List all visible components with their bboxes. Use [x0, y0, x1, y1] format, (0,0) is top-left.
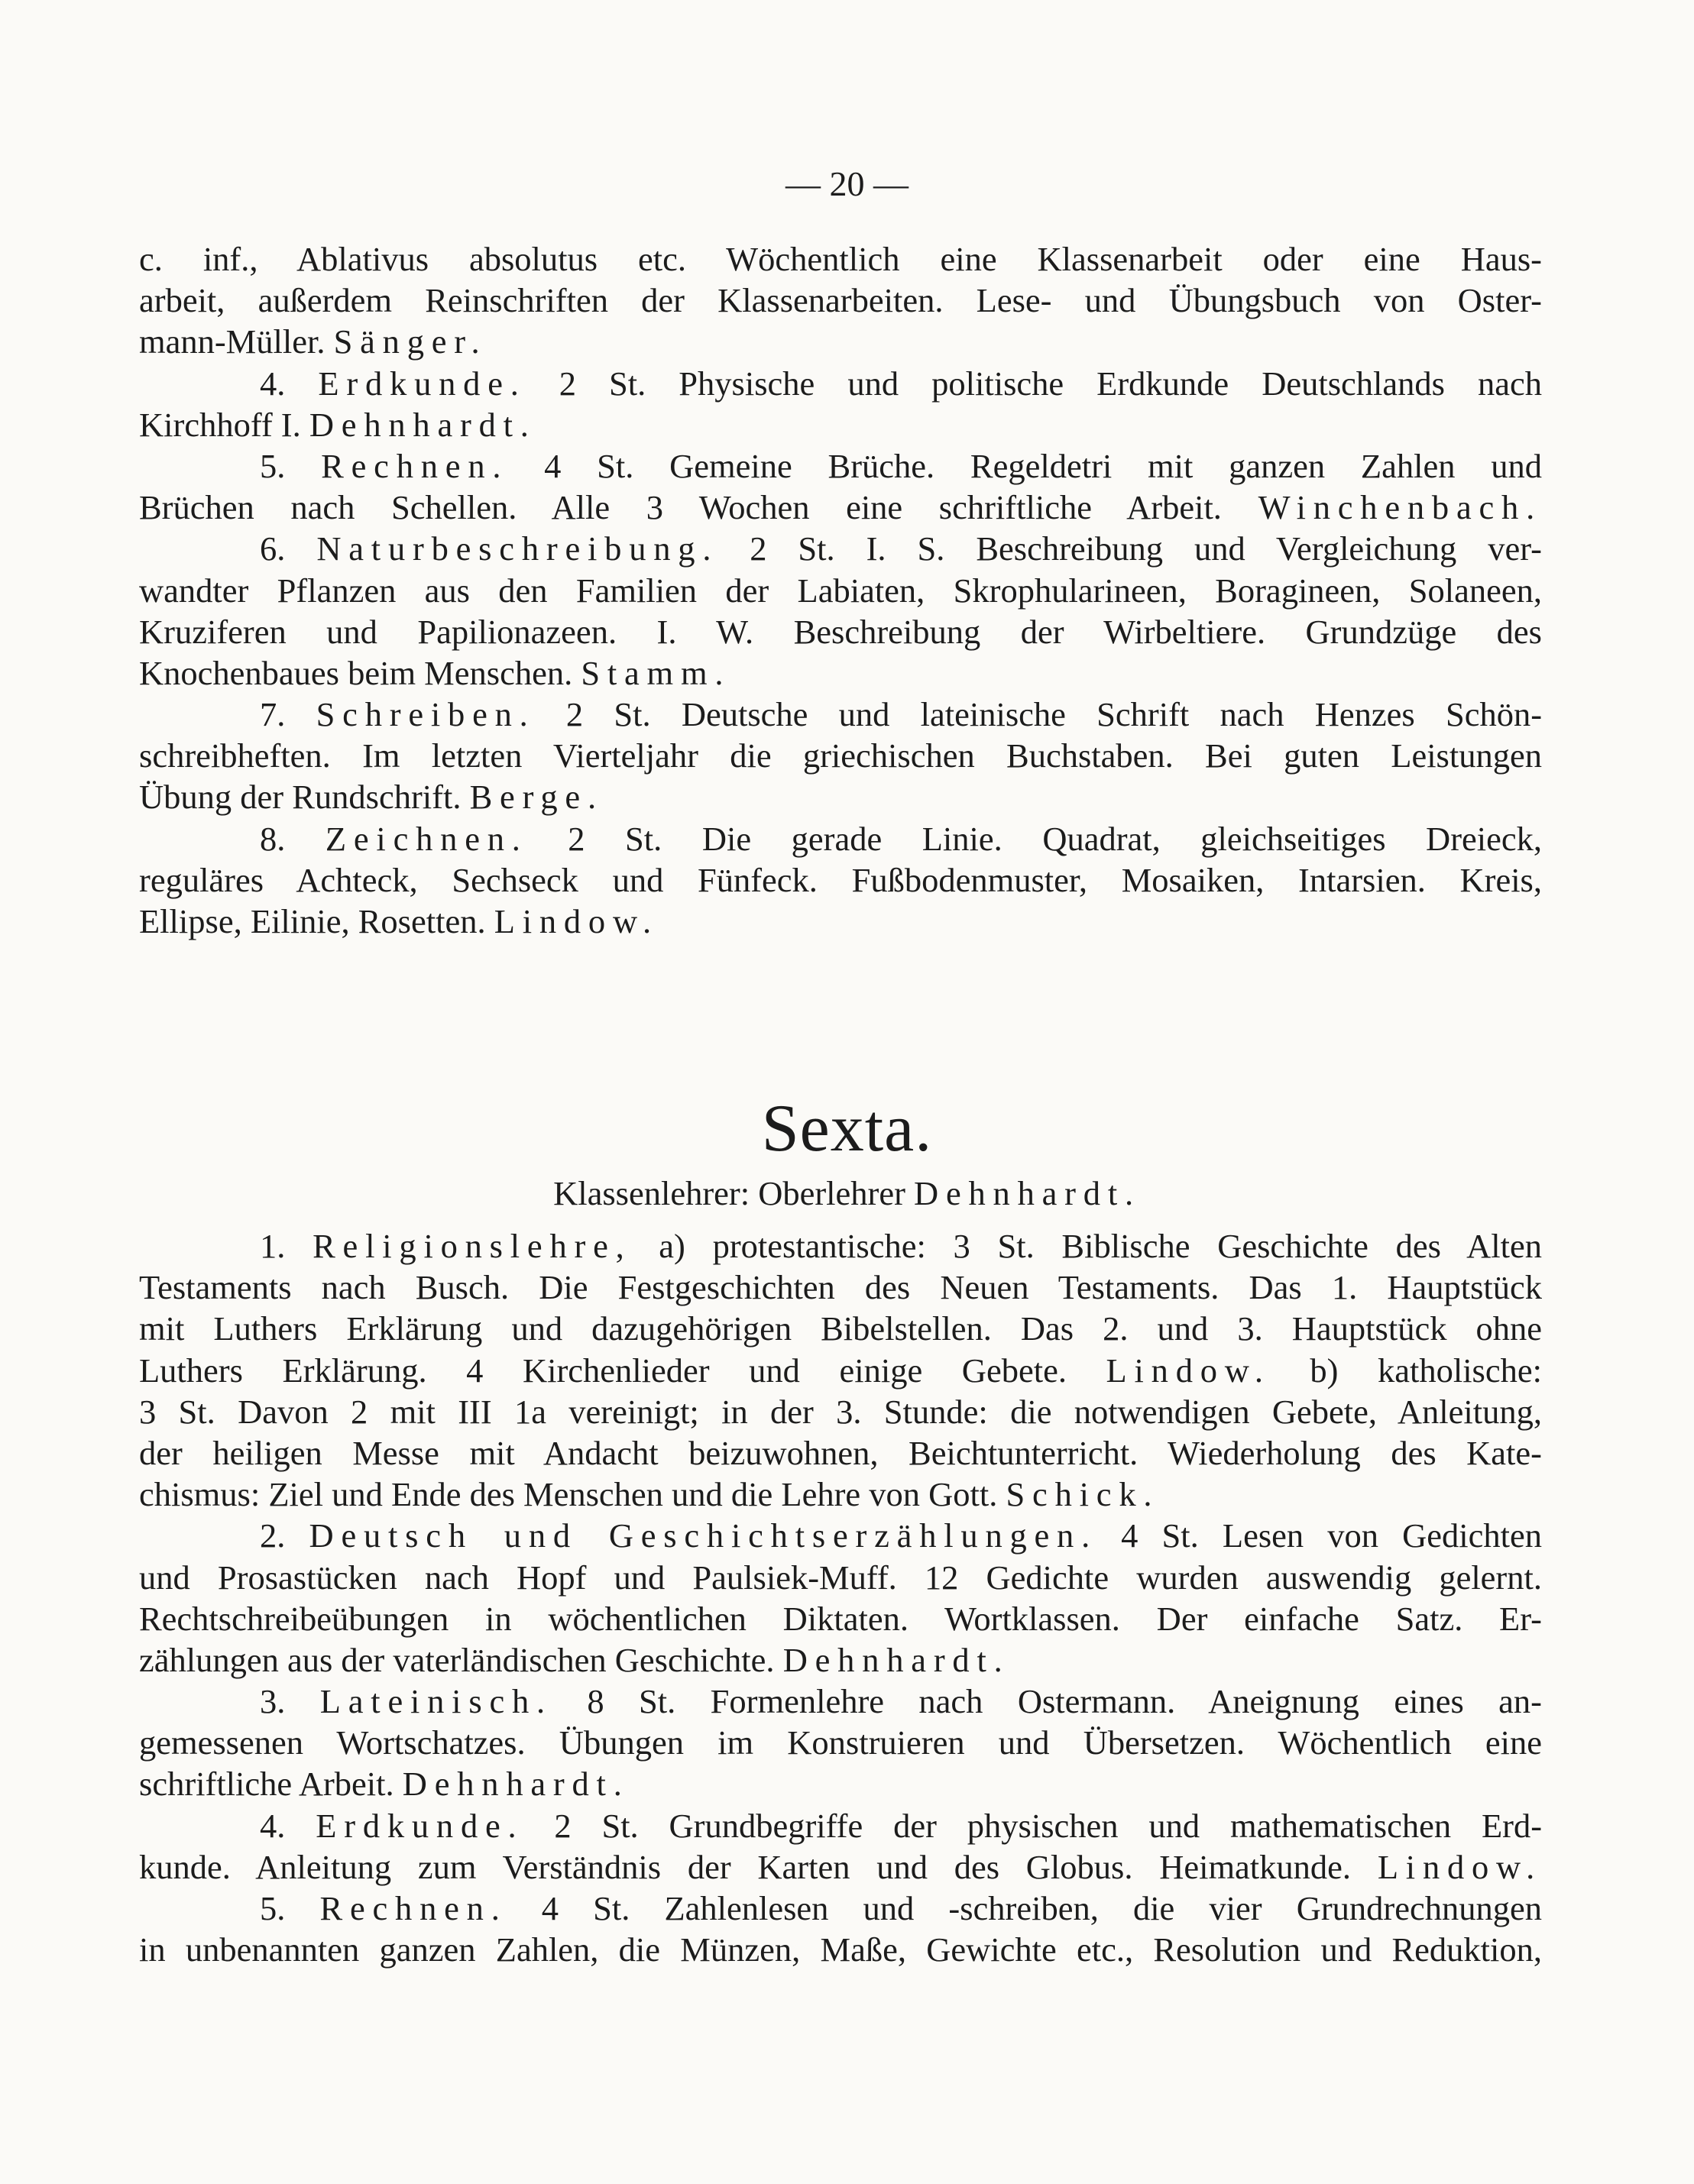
subject-name: Lateinisch.: [319, 1682, 552, 1721]
subject-text: a) protestantische: 3 St. Biblische Geschichte des Alten: [659, 1227, 1543, 1265]
teacher-name: Dehnhardt.: [309, 405, 536, 444]
text-line: arbeit, außerdem Reinschriften der Klassenarbeiten. Lese- und Übungsbuch von Oster-: [139, 281, 1542, 320]
text-line: [139, 652, 1542, 694]
subject-text: 2 St. Deutsche und lateinische Schrift nach Henzes Schön-: [565, 695, 1543, 734]
item-number: 4.: [260, 364, 286, 403]
subject-name: Religionslehre,: [313, 1227, 632, 1265]
subject-heading-deutsch: [139, 1515, 1542, 1556]
text-line: Kruziferen und Papilionazeen. I. W. Beschreibung der Wirbeltiere. Grundzüge des: [139, 612, 1542, 651]
line-text: zählungen aus der vaterländischen Geschichte.: [139, 1640, 775, 1679]
item-number: 5.: [260, 1889, 286, 1927]
subject-heading-religionslehre: [139, 1225, 1542, 1267]
line-text: Klassenlehrer: Oberlehrer: [553, 1174, 905, 1212]
item-number: 4.: [260, 1806, 286, 1845]
text-line: 3 St. Davon 2 mit III 1a vereinigt; in der 3. Stunde: die notwendigen Gebete, Anleitung,: [139, 1392, 1542, 1431]
subject-heading-zeichnen: [139, 818, 1542, 859]
teacher-name: Berge.: [469, 778, 604, 817]
text-line: [139, 1639, 1542, 1681]
subject-heading-rechnen: [139, 1888, 1542, 1929]
item-number: 1.: [260, 1227, 286, 1265]
item-number: 5.: [260, 446, 286, 485]
line-text: Ellipse, Eilinie, Rosetten.: [139, 902, 486, 940]
line-text: kunde. Anleitung zum Verständnis der Karten und des Globus. Heimatkunde.: [139, 1847, 1352, 1886]
text-line: [139, 901, 1542, 942]
text-line: [139, 487, 1542, 528]
line-text: b) katholische:: [1310, 1351, 1542, 1390]
text-line: Rechtschreibeübungen in wöchentlichen Diktaten. Wortklassen. Der einfache Satz. Er-: [139, 1599, 1542, 1638]
text-line: [139, 1474, 1542, 1515]
subject-text: 4 St. Gemeine Brüche. Regeldetri mit ganzen Zahlen und: [544, 446, 1543, 485]
lower-text-block: [139, 1225, 1542, 1970]
subject-heading-rechnen: [139, 445, 1542, 487]
text-line: Testaments nach Busch. Die Festgeschichten des Neuen Testaments. Das 1. Hauptstück: [139, 1268, 1542, 1307]
page-number: — 20 —: [785, 164, 909, 203]
class-teacher-line: [0, 1173, 1694, 1214]
line-text: Kirchhoff I.: [139, 405, 301, 444]
text-line: wandter Pflanzen aus den Familien der Labiaten, Skrophularineen, Boragineen, Solaneen,: [139, 571, 1542, 610]
line-text: Übung der Rundschrift.: [139, 778, 462, 817]
upper-text-block: [139, 238, 1542, 942]
text-line: und Prosastücken nach Hopf und Paulsiek-Muff. 12 Gedichte wurden auswendig gelernt.: [139, 1558, 1542, 1597]
subject-name: Deutsch und Geschichtserzählungen.: [309, 1516, 1098, 1555]
line-text: chismus: Ziel und Ende des Menschen und die Lehre von Gott.: [139, 1475, 998, 1514]
text-line: [139, 1350, 1542, 1391]
text-line: [139, 776, 1542, 817]
item-number: 7.: [260, 695, 286, 734]
text-line: [139, 321, 1542, 362]
section-title: Sexta.: [761, 1092, 933, 1166]
teacher-name: Lindow.: [1377, 1847, 1543, 1886]
text-line: in unbenannten ganzen Zahlen, die Münzen, Maße, Gewichte etc., Resolution und Reduktion,: [139, 1930, 1542, 1969]
text-line: mit Luthers Erklärung und dazugehörigen Bibelstellen. Das 2. und 3. Hauptstück ohne: [139, 1309, 1542, 1348]
subject-text: 8 St. Formenlehre nach Ostermann. Aneignung eines an-: [587, 1682, 1542, 1721]
item-number: 6.: [260, 529, 286, 568]
subject-text: 4 St. Zahlenlesen und -schreiben, die vier Grundrechnungen: [541, 1889, 1542, 1927]
subject-name: Erdkunde.: [318, 364, 526, 403]
teacher-name: Stamm.: [581, 653, 731, 692]
teacher-name: Dehnhardt.: [782, 1640, 1010, 1679]
line-text: Brüchen nach Schellen. Alle 3 Wochen eine schriftliche Arbeit.: [139, 488, 1222, 527]
subject-text: 4 St. Lesen von Gedichten: [1121, 1516, 1543, 1555]
line-text: mann-Müller.: [139, 322, 326, 361]
subject-text: 2 St. I. S. Beschreibung und Vergleichung ver-: [750, 529, 1542, 568]
subject-heading-schreiben: [139, 694, 1542, 735]
subject-heading-erdkunde: [139, 363, 1542, 404]
teacher-name: Sänger.: [333, 322, 487, 361]
text-line: reguläres Achteck, Sechseck und Fünfeck. Fußbodenmuster, Mosaiken, Intarsien. Kreis,: [139, 860, 1542, 899]
subject-name: Naturbeschreibung.: [316, 529, 719, 568]
teacher-name: Winchenbach.: [1258, 488, 1543, 527]
text-line: [139, 404, 1542, 445]
text-line: der heiligen Messe mit Andacht beizuwohnen, Beichtunterricht. Wiederholung des Kate-: [139, 1433, 1542, 1472]
text-line: gemessenen Wortschatzes. Übungen im Konstruieren und Übersetzen. Wöchentlich eine: [139, 1723, 1542, 1762]
item-number: 8.: [260, 819, 286, 858]
subject-text: 2 St. Die gerade Linie. Quadrat, gleichseitiges Dreieck,: [568, 819, 1543, 858]
teacher-name: Lindow.: [494, 902, 659, 940]
text-line: schreibheften. Im letzten Vierteljahr die griechischen Buchstaben. Bei guten Leistungen: [139, 736, 1542, 775]
teacher-name: Schick.: [1006, 1475, 1160, 1514]
subject-text: 2 St. Physische und politische Erdkunde Deutschlands nach: [559, 364, 1543, 403]
subject-name: Rechnen.: [321, 446, 509, 485]
text-line: c. inf., Ablativus absolutus etc. Wöchentlich eine Klassenarbeit oder eine Haus-: [139, 240, 1542, 278]
subject-name: Rechnen.: [319, 1889, 507, 1927]
teacher-name: Dehnhardt.: [914, 1174, 1141, 1212]
teacher-name: Dehnhardt.: [402, 1765, 630, 1804]
subject-name: Erdkunde.: [316, 1806, 524, 1845]
subject-heading-naturbeschreibung: [139, 528, 1542, 569]
line-text: schriftliche Arbeit.: [139, 1765, 394, 1804]
subject-heading-lateinisch: [139, 1681, 1542, 1722]
line-text: Luthers Erklärung. 4 Kirchenlieder und einige Gebete.: [139, 1351, 1067, 1390]
line-text: Knochenbaues beim Menschen.: [139, 653, 573, 692]
teacher-name: Lindow.: [1106, 1351, 1271, 1390]
subject-heading-erdkunde: [139, 1805, 1542, 1846]
item-number: 2.: [260, 1516, 286, 1555]
subject-text: 2 St. Grundbegriffe der physischen und mathematischen Erd-: [554, 1806, 1543, 1845]
text-line: [139, 1763, 1542, 1804]
subject-name: Zeichnen.: [325, 819, 528, 858]
text-line: [139, 1846, 1542, 1888]
subject-name: Schreiben.: [316, 695, 536, 734]
item-number: 3.: [260, 1682, 286, 1721]
